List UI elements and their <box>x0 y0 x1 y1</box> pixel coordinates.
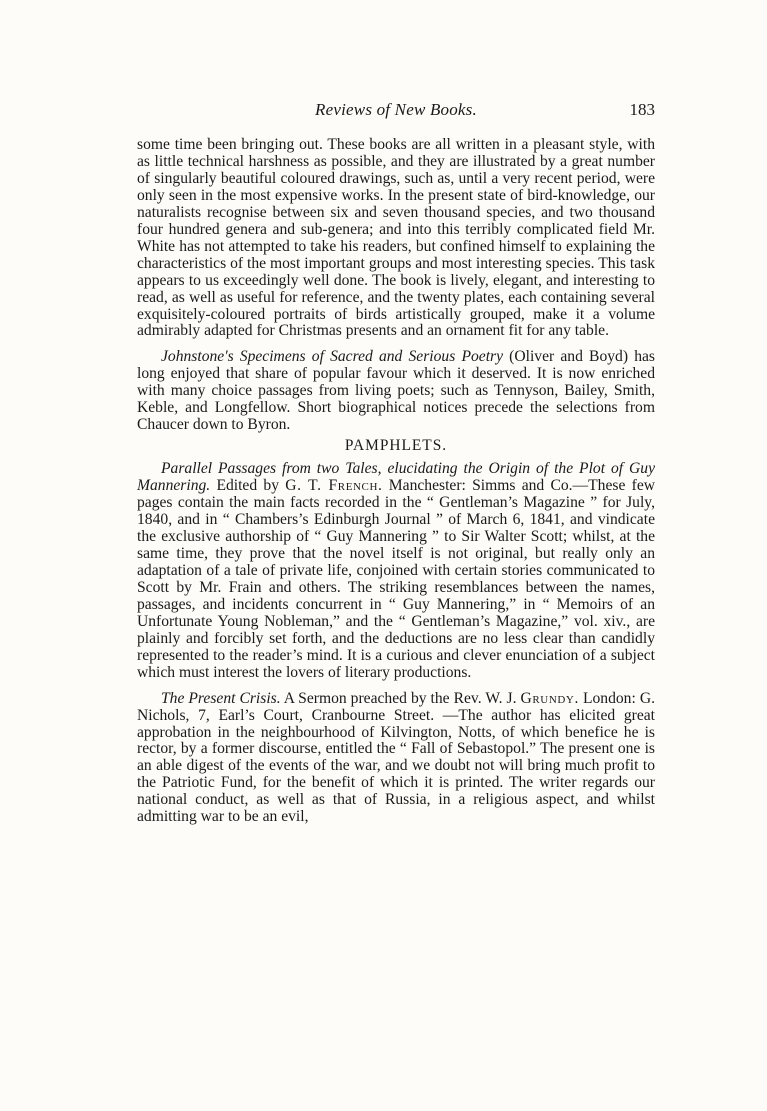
editor-name: G. T. French. <box>285 477 383 495</box>
lead-text: A Sermon preached by the Rev. W. J. <box>280 689 521 707</box>
paragraph-text: (Oliver and Boyd) has long enjoyed that share of popular favour which it deserved. It is now enriched with many choice passages from living poets; such as Tennyson, Bailey, Smith, Keble, and Longfellow. Short biographical notices precede the selections from Chaucer down to Byron. <box>137 348 655 434</box>
pamphlet-title: The Present Crisis. <box>161 689 281 707</box>
paragraph-text: London: G. Nichols, 7, Earl’s Court, Cranbourne Street. —The author has elicited great approbation in the neighbourhood of Kilvington, Notts, of which benefice he is rector, by a former discourse, entitled the “ Fall of Sebastopol.” The present one is an able digest of the events of the war, and we doubt not will bring much profit to the Patriotic Fund, for the benefit of which it is printed. The writer regards our national conduct, as well as that of Russia, in a religious aspect, and whilst admitting war to be an evil, <box>137 689 655 826</box>
author-name: Grundy. <box>520 689 579 707</box>
running-title: Reviews of New Books. <box>315 100 477 119</box>
edited-by-text: Edited by <box>210 477 286 495</box>
paragraph-johnstone-review <box>137 349 655 434</box>
body-text <box>137 137 655 826</box>
book-title: Johnstone's Specimens of Sacred and Serious Poetry <box>161 348 504 366</box>
section-heading-pamphlets: PAMPHLETS. <box>344 437 448 455</box>
paragraph-parallel-passages <box>137 461 655 681</box>
paragraph-present-crisis <box>137 691 655 827</box>
pamphlet-title: Parallel Passages from two Tales, elucidating the Origin of the Plot of Guy Mannering. <box>137 460 655 495</box>
page-number: 183 <box>629 100 655 119</box>
paragraph-birds-review <box>137 137 655 340</box>
paragraph-text: some time been bringing out. These books are all written in a pleasant style, with as little technical harshness as possible, and they are illustrated by a great number of singularly beautiful coloured drawings, such as, until a very recent period, were only seen in the most expensive works. In the present state of bird-knowledge, our naturalists recognise between six and seven thousand species, and two thousand four hundred genera and sub-genera; and into this terribly complicated field Mr. White has not attempted to take his readers, but confined himself to explaining the characteristics of the most important groups and most interesting species. This task appears to us exceedingly well done. The book is lively, elegant, and interesting to read, as well as useful for reference, and the twenty plates, each containing several exquisitely-coloured portraits of birds artistically grouped, make it a volume admirably adapted for Christmas presents and an ornament fit for any table. <box>137 136 655 340</box>
running-head <box>137 100 655 124</box>
paragraph-text: Manchester: Simms and Co.—These few pages contain the main facts recorded in the “ Gentleman’s Magazine ” for July, 1840, and in “ Chambers’s Edinburgh Journal ” of March 6, 1841, and vindicate the exclusive authorship of “ Guy Mannering ” to Sir Walter Scott; whilst, at the same time, they prove that the novel itself is not original, but really only an adaptation of a tale of private life, conjoined with certain stories communicated to Scott by Mr. Frain and others. The striking resemblances between the names, passages, and incidents concurrent in “ Guy Mannering,” in “ Memoirs of an Unfortunate Young Nobleman,” and the “ Gentleman’s Magazine,” vol. xiv., are plainly and forcibly set forth, and the deductions are no less clear than candidly represented to the reader’s mind. It is a curious and clever enunciation of a subject which must interest the lovers of literary productions. <box>137 477 655 681</box>
